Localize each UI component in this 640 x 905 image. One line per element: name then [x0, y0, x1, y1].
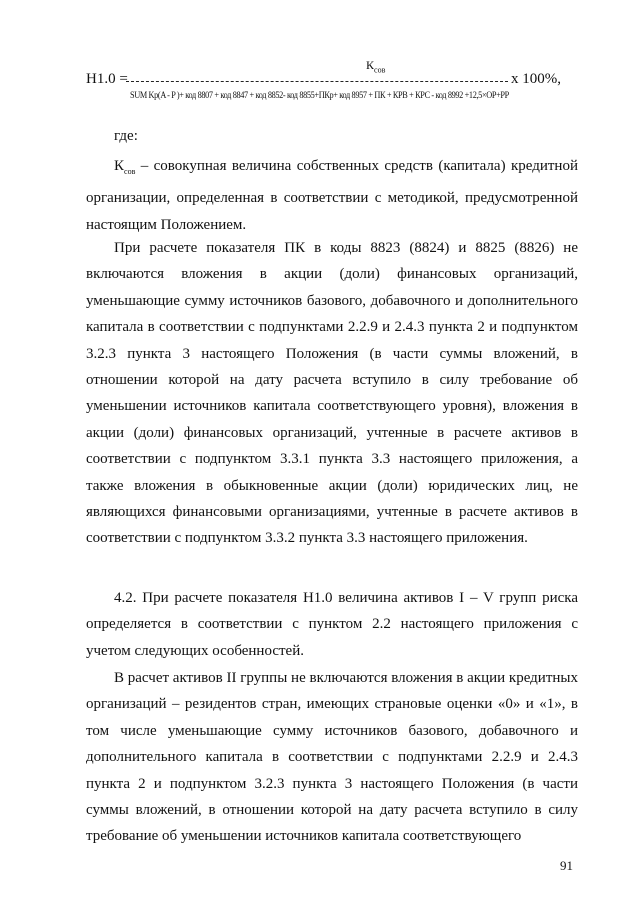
- definition-paragraph: [86, 153, 578, 238]
- paragraph-group-ii: В расчет активов II группы не включаются вложения в акции кредитных организаций – резидентов стран, имеющих страновые оценки «0» и «1», в том числе уменьшающие сумму источников базового, добавочного и дополнительного капитала в соответствии с подпунктами 2.2.9 и 2.4.3 пункта 2 и подпунктом 3.2.3 пункта 3 настоящего Положения (в части суммы вложений, в отношении которой на дату расчета вступило в силу требование об уменьшении источников капитала соответствующего: [86, 670, 578, 845]
- definition-text: – совокупная величина собственных средств (капитала) кредитной организации, определенная в соответствии с методикой, предусмотренной настоящим Положением.: [86, 158, 578, 233]
- definition-k-subscript: сов: [124, 167, 136, 176]
- definition-k: К: [114, 158, 125, 174]
- formula-h1-0: [86, 58, 586, 108]
- paragraph-pk-exclusions: При расчете показателя ПК в коды 8823 (8824) и 8825 (8826) не включаются вложения в акции (доли) финансовых организаций, уменьшающие сумму источников базового, добавочного и дополнительного капитала в соответствии с подпунктами 2.2.9 и 2.4.3 пункта 2 и подпунктом 3.2.3 пункта 3 настоящего Положения (в части суммы вложений, в отношении которой на дату расчета вступило в силу требование об уменьшении источников капитала соответствующего уровня), вложения в акции (доли) финансовых организаций, учтенные в расчете активов в соответствии с подпунктом 3.3.1 пункта 3.3 настоящего приложения, а также вложения в обыкновенные акции (доли) юридических лиц, не являющихся финансовыми организациями, учтенные в расчете активов в соответствии с подпунктом 3.3.2 пункта 3.3 настоящего приложения.: [86, 240, 578, 547]
- formula-lhs: H1.0 =: [86, 71, 128, 87]
- paragraph-4-2: 4.2. При расчете показателя Н1.0 величина активов I – V групп риска определяется в соответствии с пунктом 2.2 настоящего приложения с учетом следующих особенностей.: [86, 590, 578, 659]
- numerator-symbol: К: [366, 58, 375, 72]
- fraction-line: [126, 81, 508, 82]
- formula-numerator: [366, 58, 385, 74]
- definition-symbol: [114, 158, 135, 174]
- page-number: 91: [560, 858, 573, 873]
- numerator-subscript: сов: [374, 65, 386, 75]
- formula-multiplier: x 100%,: [511, 71, 561, 87]
- where-label: где:: [114, 128, 138, 144]
- formula-denominator: SUM Kp(A - P )+ код 8807 + код 8847 + код 8852- код 8855+ПКр+ код 8957 + ПК + КРВ + КРС - код 8992 +12,5×ОР+РР: [130, 90, 509, 100]
